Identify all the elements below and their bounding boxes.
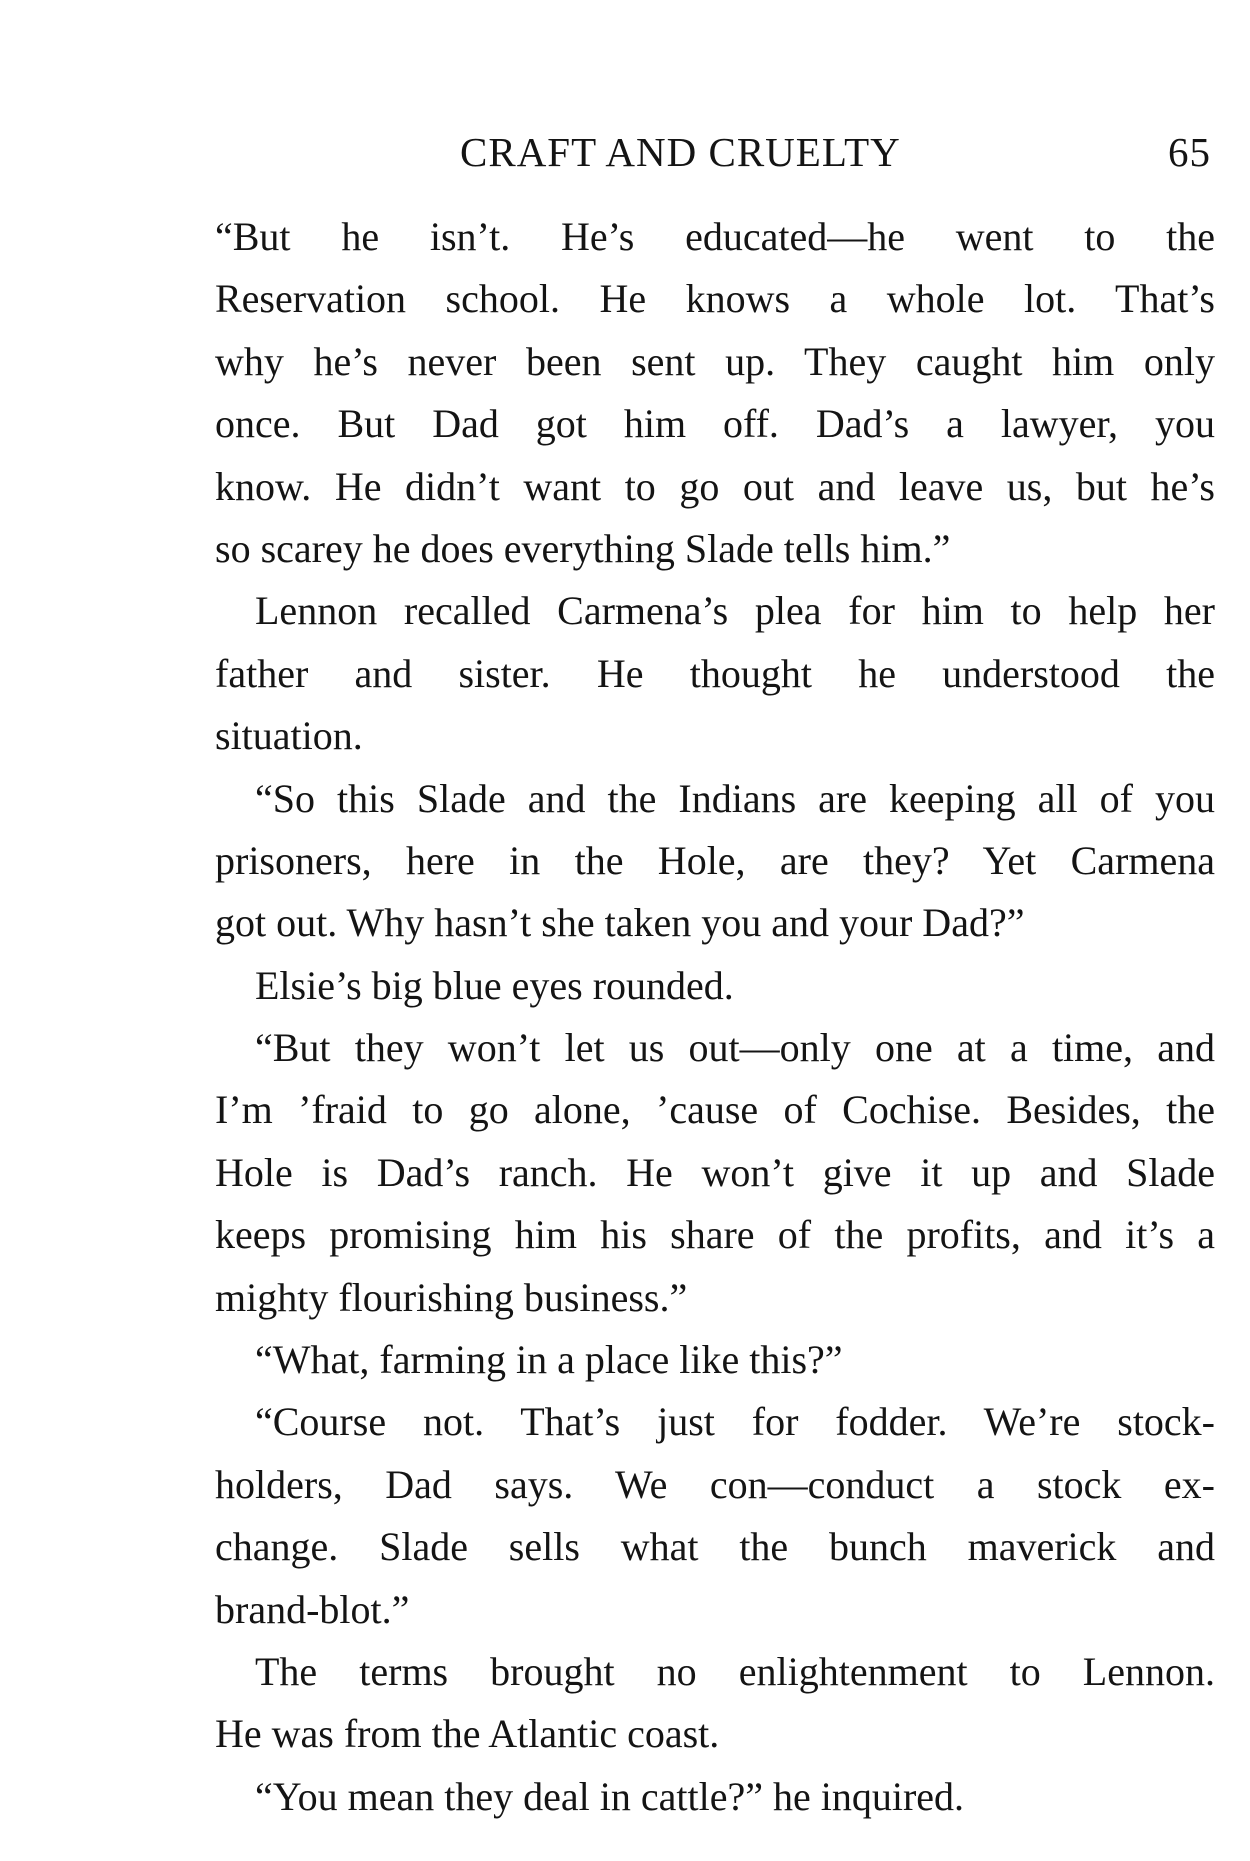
running-head <box>215 126 1215 178</box>
text-line: father and sister. He thought he understood the <box>215 650 1215 696</box>
text-line: Elsie’s big blue eyes rounded. <box>255 962 734 1008</box>
paragraph <box>215 768 1215 955</box>
text-line: got out. Why hasn’t she taken you and your Dad?” <box>215 900 1025 946</box>
text-line: holders, Dad says. We con—conduct a stock ex- <box>215 1461 1215 1507</box>
paragraph <box>215 1329 1215 1391</box>
text-line: He was from the Atlantic coast. <box>215 1711 720 1757</box>
paragraph <box>215 1641 1215 1766</box>
text-line: “What, farming in a place like this?” <box>255 1337 843 1383</box>
paragraph <box>215 1391 1215 1641</box>
text-line: why he’s never been sent up. They caught him only <box>215 338 1215 384</box>
text-line: Reservation school. He knows a whole lot. That’s <box>215 276 1215 322</box>
text-line: brand-blot.” <box>215 1586 410 1632</box>
paragraph <box>215 955 1215 1017</box>
text-line: “So this Slade and the Indians are keeping all of you <box>255 775 1215 821</box>
text-line: so scarey he does everything Slade tells him.” <box>215 525 951 571</box>
text-line: prisoners, here in the Hole, are they? Yet Carmena <box>215 837 1215 883</box>
text-line: “But they won’t let us out—only one at a time, and <box>255 1025 1215 1071</box>
text-line: “You mean they deal in cattle?” he inquired. <box>255 1773 965 1819</box>
paragraph <box>215 580 1215 767</box>
text-line: I’m ’fraid to go alone, ’cause of Cochise. Besides, the <box>215 1087 1215 1133</box>
text-line: The terms brought no enlightenment to Lennon. <box>255 1648 1215 1694</box>
text-line: Hole is Dad’s ranch. He won’t give it up and Slade <box>215 1149 1215 1195</box>
text-line: change. Slade sells what the bunch maverick and <box>215 1524 1215 1570</box>
text-line: Lennon recalled Carmena’s plea for him to help her <box>255 588 1215 634</box>
text-line: know. He didn’t want to go out and leave us, but he’s <box>215 463 1215 509</box>
paragraph <box>215 1766 1215 1828</box>
chapter-title: CRAFT AND CRUELTY <box>460 129 901 175</box>
paragraph <box>215 1017 1215 1329</box>
text-line: “Course not. That’s just for fodder. We’re stock- <box>255 1399 1215 1445</box>
text-line: “But he isn’t. He’s educated—he went to the <box>215 214 1215 259</box>
text-line: mighty flourishing business.” <box>215 1274 688 1320</box>
page-number: 65 <box>1168 129 1211 175</box>
text-line: once. But Dad got him off. Dad’s a lawyer, you <box>215 401 1215 447</box>
body-text <box>215 206 1215 1828</box>
text-line: keeps promising him his share of the profits, and it’s a <box>215 1212 1215 1258</box>
text-line: situation. <box>215 713 363 759</box>
paragraph <box>215 206 1215 580</box>
